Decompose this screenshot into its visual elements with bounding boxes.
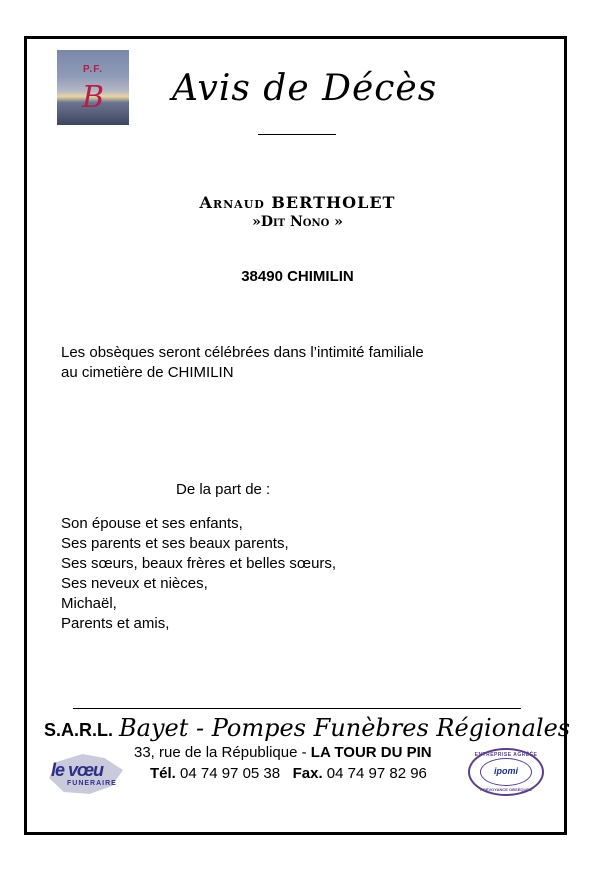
family-line: Ses neveux et nièces, [61,575,208,592]
tel-label: Tél. [150,765,176,782]
tel-value: 04 74 97 05 38 [175,765,281,782]
le-voeu-logo [45,752,129,796]
address-city: LA TOUR DU PIN [310,744,432,761]
seal-top-text: ENTREPRISE AGRÉÉE [474,752,538,758]
family-intro: De la part de : [176,481,271,498]
family-line: Son épouse et ses enfants, [61,515,243,532]
company-address [134,744,432,761]
family-line: Parents et amis, [61,615,170,632]
logo-initials: P.F. [83,64,103,75]
address-street: 33, rue de la République - [134,744,311,761]
seal-mid-text: ipomi [494,766,518,776]
company-phones [150,765,427,782]
ceremony-text [61,343,424,383]
title-divider [258,134,336,135]
family-line: Michaël, [61,595,117,612]
page-title: Avis de Décès [172,68,438,109]
fax-value: 04 74 97 82 96 [322,765,427,782]
footer-divider [73,708,521,709]
family-line: Ses sœurs, beaux frères et belles sœurs, [61,555,337,572]
voeu-brand: le vœu [51,760,104,780]
company-title: Bayet - Pompes Funèbres Régionales [119,714,571,742]
deceased-nickname: »Dit Nono » [252,214,343,230]
company-prefix: S.A.R.L. [44,720,114,740]
family-line: Ses parents et ses beaux parents, [61,535,289,552]
family-list [61,514,336,634]
fax-label: Fax. [292,765,323,782]
voeu-sub: FUNERAIRE [67,780,117,787]
deceased-city: 38490 CHIMILIN [241,268,354,285]
logo-letter: B [81,80,105,115]
pfb-logo [57,50,129,125]
ceremony-line: Les obsèques seront célébrées dans l’intimité familiale [61,344,424,361]
ceremony-line: au cimetière de CHIMILIN [61,364,234,381]
deceased-name: Arnaud BERTHOLET [199,193,396,212]
company-name [44,714,570,742]
approved-company-seal [468,748,544,796]
seal-bottom-text: PRÉVOYANCE OBSÈQUES [480,787,532,792]
